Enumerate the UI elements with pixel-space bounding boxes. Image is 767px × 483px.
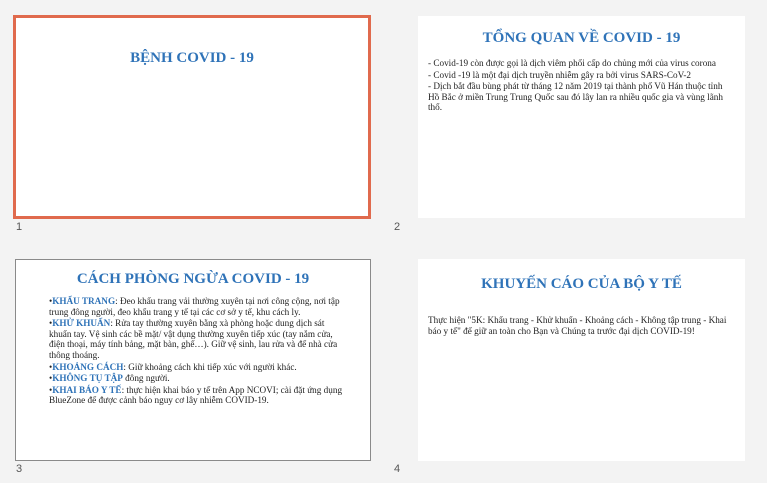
keyword: KHAI BÁO Y TẾ [52, 384, 122, 395]
item-text: : Rửa tay thường xuyên bằng xà phòng hoặc dung dịch sát khuẩn tay. Vệ sinh các bề mặt/ vật dụng thường xuyên tiếp xúc (tay nắm cửa, điện thoại, máy tính bảng, mặt bàn, ghế…). Giữ vệ sinh, lau rửa và để nhà cửa thông thoáng. [49, 318, 338, 360]
bullet: • [49, 373, 53, 384]
bullet: • [49, 384, 53, 395]
item-text: : Giữ khoảng cách khi tiếp xúc với người khác. [123, 361, 297, 372]
keyword: KHÔNG TỤ TẬP [52, 373, 123, 384]
slide-2-paragraph: - Covid-19 còn được gọi là dịch viêm phổi cấp do chủng mới của virus corona [428, 58, 716, 68]
keyword: KHỬ KHUẨN [52, 318, 111, 329]
slide-3-item [49, 296, 349, 317]
slide-2-body [428, 58, 728, 114]
slide-2-paragraph: - Dịch bắt đầu bùng phát từ tháng 12 năm 2019 tại thành phố Vũ Hán thuộc tỉnh Hồ Bắc ở miền Trung Trung Quốc sau đó lây lan ra nhiều quốc gia và vùng lãnh thổ. [428, 81, 723, 113]
slide-number-3: 3 [16, 463, 23, 475]
slide-2-title: TỔNG QUAN VỀ COVID - 19 [482, 30, 681, 46]
slide-number-1: 1 [16, 221, 23, 233]
slide-3-title: CÁCH PHÒNG NGỪA COVID - 19 [76, 271, 310, 287]
slide-thumbnail-1[interactable] [13, 15, 371, 219]
item-text: đông người. [122, 373, 170, 384]
bullet: • [49, 361, 53, 372]
slide-4-body [428, 315, 728, 337]
item-text: : Đeo khẩu trang vải thường xuyên tại nơi công cộng, nơi tập trung đông người, đeo khẩu trang y tế tại các cơ sở y tế, khu cách ly. [49, 296, 340, 317]
slide-3-item [49, 385, 349, 406]
bullet: • [49, 296, 53, 306]
slide-4-title: KHUYẾN CÁO CỦA BỘ Y TẾ [481, 276, 682, 292]
slide-3-item [49, 373, 349, 384]
slide-3-item [49, 318, 349, 360]
bullet: • [49, 318, 53, 329]
slide-4-paragraph: Thực hiện "5K: Khẩu trang - Khử khuẩn - Khoảng cách - Không tập trung - Khai báo y tế" để giữ an toàn cho Bạn và Chúng ta trước đại dịch COVID-19! [428, 315, 727, 336]
keyword: KHOẢNG CÁCH [52, 361, 124, 372]
slide-number-4: 4 [394, 463, 401, 475]
slide-1-title: BỆNH COVID - 19 [130, 50, 254, 66]
slide-2-paragraph: - Covid -19 là một đại dịch truyền nhiễm gây ra bởi virus SARS-CoV-2 [428, 69, 692, 80]
slide-number-2: 2 [394, 221, 401, 233]
keyword: KHẨU TRANG [52, 296, 116, 306]
slide-thumbnail-4[interactable] [418, 259, 745, 461]
slide-thumbnail-3[interactable] [15, 259, 371, 461]
slide-thumbnail-2[interactable] [418, 16, 745, 218]
slide-3-item [49, 362, 349, 373]
slide-3-body [49, 296, 349, 407]
item-text: : thực hiện khai báo y tế trên App NCOVI; cài đặt ứng dụng BlueZone để được cảnh báo nguy cơ lây nhiễm COVID-19. [49, 384, 343, 406]
